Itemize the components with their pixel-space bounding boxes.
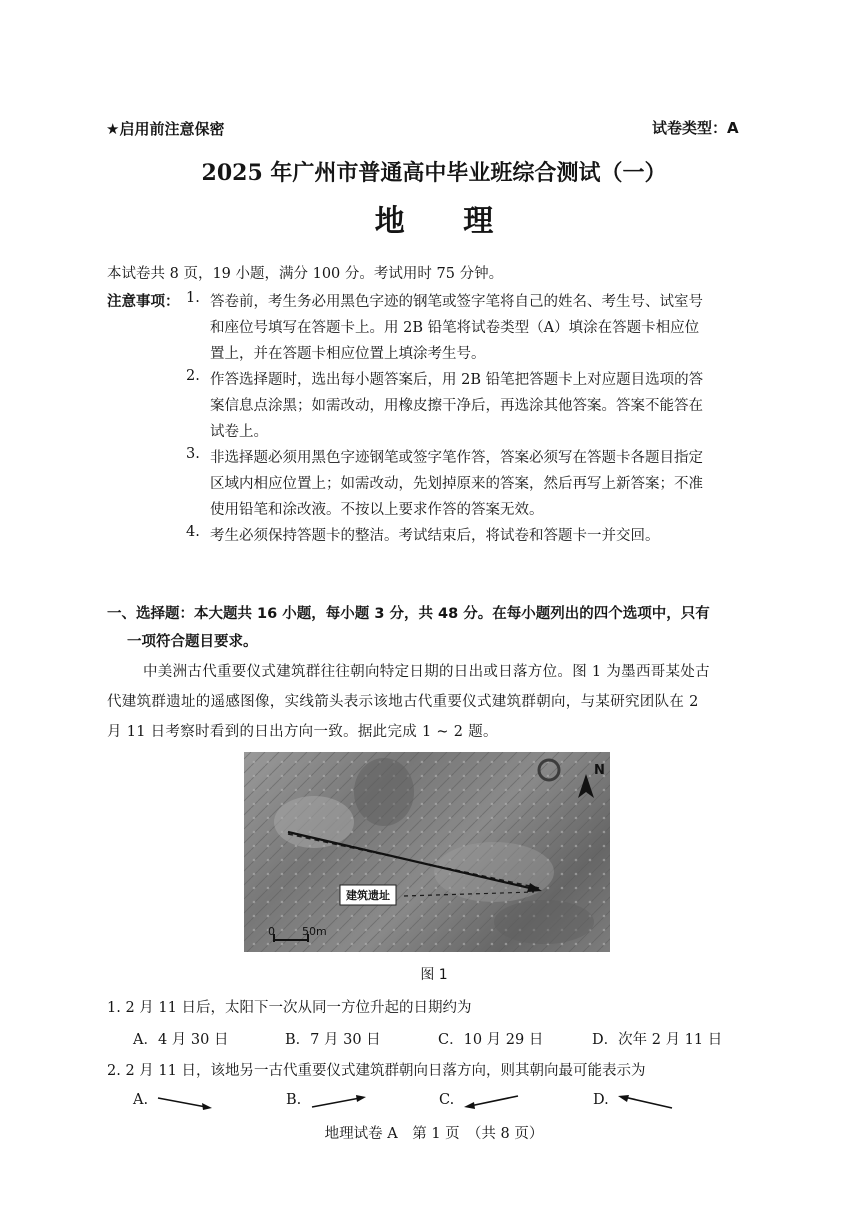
site-label: 建筑遗址: [346, 889, 390, 902]
notice-line: 答卷前，考生务必用黑色字迹的钢笔或签字笔将自己的姓名、考生号、试室号: [210, 294, 703, 310]
confidential-note: ★启用前注意保密: [106, 120, 225, 138]
question-2-option-d-label: D.: [593, 1092, 609, 1108]
arrow-east-northeast-icon: [310, 1092, 368, 1112]
question-1-option-b: B．7 月 30 日: [285, 1032, 381, 1048]
notice-line: 案信息点涂黑；如需改动，用橡皮擦干净后，再选涂其他答案。答案不能答在: [210, 398, 703, 414]
section-heading: 一、选择题：本大题共 16 小题，每小题 3 分，共 48 分。在每小题列出的四个选项中，只有: [107, 606, 710, 622]
notice-item-number: 4.: [186, 524, 200, 540]
notice-line: 考生必须保持答题卡的整洁。考试结束后，将试卷和答题卡一并交回。: [210, 528, 660, 544]
question-2-option-c-label: C.: [439, 1092, 455, 1108]
remote-sensing-map: [244, 752, 610, 952]
terrain-ridge: [274, 796, 354, 848]
question-1-option-c: C．10 月 29 日: [438, 1032, 544, 1048]
question-2-option-b-label: B.: [286, 1092, 302, 1108]
arrow-west-northwest-icon: [616, 1092, 674, 1112]
notice-item-number: 2.: [186, 368, 200, 384]
page-footer: 地理试卷 A 第 1 页 （共 8 页）: [324, 1126, 544, 1142]
north-label: N: [594, 763, 605, 778]
question-2-option-a-label: A.: [133, 1092, 149, 1108]
arrow-east-southeast-icon: [156, 1094, 214, 1114]
paper-type: 试卷类型：A: [652, 119, 739, 137]
intro-text: 本试卷共 8 页，19 小题，满分 100 分。考试用时 75 分钟。: [107, 266, 504, 282]
passage-line: 月 11 日考察时看到的日出方向一致。据此完成 1 ~ 2 题。: [107, 724, 498, 740]
scale-zero: 0: [268, 925, 275, 938]
question-2-stem: 2. 2 月 11 日，该地另一古代重要仪式建筑群朝向日落方向，则其朝向最可能表示为: [107, 1063, 646, 1079]
question-1-option-a: A．4 月 30 日: [133, 1032, 229, 1048]
notice-line: 使用铅笔和涂改液。不按以上要求作答的答案无效。: [210, 502, 544, 518]
question-1-stem: 1. 2 月 11 日后，太阳下一次从同一方位升起的日期约为: [107, 1000, 472, 1016]
figure-caption: 图 1: [420, 967, 448, 983]
notice-line: 作答选择题时，选出每小题答案后，用 2B 铅笔把答题卡上对应题目选项的答: [210, 372, 704, 388]
notice-line: 区域内相应位置上；如需改动，先划掉原来的答案，然后再写上新答案；不准: [210, 476, 703, 492]
notice-line: 置上，并在答题卡相应位置上填涂考生号。: [210, 346, 486, 362]
passage-line: 代建筑群遗址的遥感图像，实线箭头表示该地古代重要仪式建筑群朝向，与某研究团队在 2: [107, 694, 699, 710]
notice-line: 和座位号填写在答题卡上。用 2B 铅笔将试卷类型（A）填涂在答题卡相应位: [210, 320, 700, 336]
notice-item-number: 3.: [186, 446, 200, 462]
section-heading-cont: 一项符合题目要求。: [127, 634, 258, 650]
terrain-ridge: [494, 900, 594, 944]
map-graphic: [244, 752, 610, 952]
terrain-ridge: [354, 758, 414, 826]
exam-title: 2025 年广州市普通高中毕业班综合测试（一）: [201, 160, 667, 186]
notice-label: 注意事项：: [107, 294, 180, 310]
arrow-west-southwest-icon: [462, 1092, 520, 1112]
notice-line: 非选择题必须用黑色字迹钢笔或签字笔作答，答案必须写在答题卡各题目指定: [210, 450, 703, 466]
notice-item-number: 1.: [186, 290, 200, 306]
passage-line: 中美洲古代重要仪式建筑群往往朝向特定日期的日出或日落方位。图 1 为墨西哥某处古: [143, 664, 710, 680]
subject-title: 地 理: [374, 204, 518, 239]
notice-line: 试卷上。: [210, 424, 268, 440]
question-1-option-d: D．次年 2 月 11 日: [592, 1032, 723, 1048]
scale-value: 50m: [302, 925, 327, 938]
